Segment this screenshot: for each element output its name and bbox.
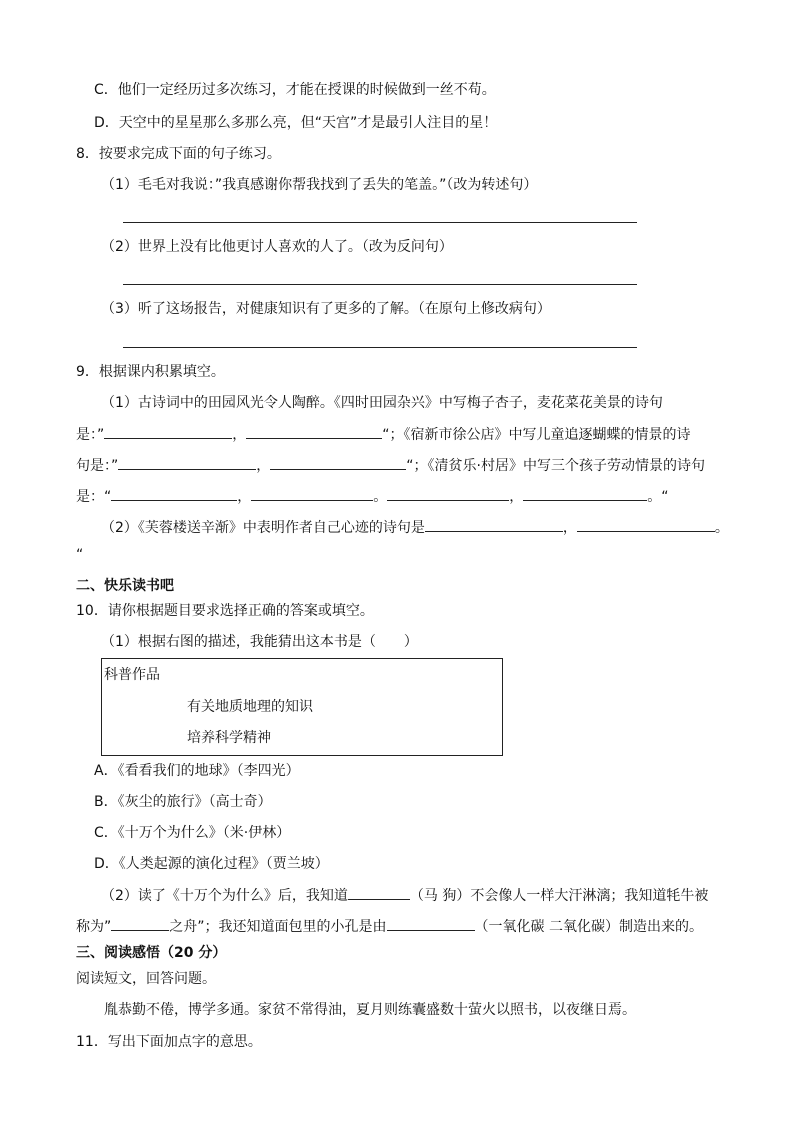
q10-blank[interactable] <box>387 916 475 931</box>
q8-answer-line-1[interactable] <box>123 222 637 223</box>
q10-option-a[interactable]: A．《看看我们的地球》（李四光） <box>94 763 300 779</box>
q10-option-b[interactable]: B．《灰尘的旅行》（高士奇） <box>94 794 272 810</box>
q9-text: “；《清贫乐·村居》中写三个孩子劳动情景的诗句 <box>406 458 705 474</box>
box-line-2: 有关地质地理的知识 <box>187 699 313 715</box>
section-3-heading: 三、阅读感悟（20 分） <box>76 945 227 961</box>
q11-title: 11．写出下面加点字的意思。 <box>76 1034 262 1050</box>
q8-answer-line-3[interactable] <box>123 347 637 348</box>
q9-separator: ， <box>509 489 524 505</box>
q10-blank[interactable] <box>348 885 410 900</box>
q9-separator: ， <box>256 458 271 474</box>
q10-sentence-2-line2 <box>76 916 703 937</box>
q10-text: （马 狗）不会像人一样大汗淋漓；我知道牦牛被 <box>409 888 709 904</box>
q9-text: “；《宿新市徐公店》中写儿童追逐蝴蝶的情景的诗 <box>382 427 691 443</box>
q9-part1-line3 <box>76 455 705 476</box>
q9-title: 9．根据课内积累填空。 <box>76 364 225 380</box>
q9-part1-intro: （1）古诗词中的田园风光令人陶醉。《四时田园杂兴》中写梅子杏子，麦花菜花美景的诗句 <box>101 395 663 411</box>
q9-part2 <box>101 517 729 538</box>
q10-option-c[interactable]: C．《十万个为什么》（米·伊林） <box>94 825 291 841</box>
box-line-3: 培养科学精神 <box>187 730 271 746</box>
q9-blank[interactable] <box>577 517 715 532</box>
q10-sentence-1: （1）根据右图的描述，我能猜出这本书是（ ） <box>101 634 418 650</box>
q9-label: 是：” <box>76 427 105 443</box>
q9-blank[interactable] <box>104 424 232 439</box>
q9-separator: ， <box>562 520 577 536</box>
q9-stray-quote: “ <box>76 547 84 563</box>
q8-sentence-3: （3）听了这场报告，对健康知识有了更多的了解。（在原句上修改病句） <box>101 301 551 317</box>
q10-title: 10．请你根据题目要求选择正确的答案或填空。 <box>76 603 374 619</box>
q9-label: 句是：” <box>76 458 119 474</box>
q9-text: （2）《芙蓉楼送辛渐》中表明作者自己心迹的诗句是 <box>101 520 425 536</box>
q9-blank[interactable] <box>118 455 256 470</box>
reading-passage: 胤恭勤不倦，博学多通。家贫不常得油，夏月则练囊盛数十萤火以照书，以夜继日焉。 <box>104 1002 636 1018</box>
q8-title: 8．按要求完成下面的句子练习。 <box>76 146 281 162</box>
q10-option-d[interactable]: D．《人类起源的演化过程》（贾兰坡） <box>94 856 329 872</box>
q10-blank[interactable] <box>111 916 169 931</box>
q9-part1-line2 <box>76 424 691 445</box>
q9-blank[interactable] <box>111 486 237 501</box>
q9-blank[interactable] <box>523 486 647 501</box>
q9-label: 是：“ <box>76 489 112 505</box>
q7-option-c: C．他们一定经历过多次练习，才能在授课的时候做到一丝不苟。 <box>94 82 496 98</box>
q8-sentence-2: （2）世界上没有比他更讨人喜欢的人了。（改为反问句） <box>101 239 453 255</box>
q9-separator: ， <box>232 427 247 443</box>
q9-blank[interactable] <box>251 486 373 501</box>
q9-separator: ， <box>237 489 252 505</box>
box-line-1: 科普作品 <box>104 667 160 683</box>
q10-text: （2）读了《十万个为什么》后，我知道 <box>101 888 348 904</box>
q9-part1-line4 <box>76 486 669 507</box>
q9-blank[interactable] <box>425 517 563 532</box>
q10-sentence-2-line1 <box>101 885 708 906</box>
q9-separator: 。 <box>373 489 388 505</box>
q7-option-d: D．天空中的星星那么多那么亮，但“天宫”才是最引人注目的星！ <box>94 115 498 131</box>
q8-sentence-1: （1）毛毛对我说：”我真感谢你帮我找到了丢失的笔盖。”（改为转述句） <box>101 177 538 193</box>
q9-blank[interactable] <box>270 455 406 470</box>
q8-answer-line-2[interactable] <box>123 284 637 285</box>
q10-text: 之舟”；我还知道面包里的小孔是由 <box>169 919 387 935</box>
section-2-heading: 二、快乐读书吧 <box>76 578 174 594</box>
q9-text: 。“ <box>647 489 669 505</box>
q10-text: 称为” <box>76 919 112 935</box>
q10-text: （一氧化碳 二氧化碳）制造出来的。 <box>474 919 703 935</box>
q9-blank[interactable] <box>246 424 382 439</box>
q9-blank[interactable] <box>387 486 509 501</box>
reading-intro: 阅读短文，回答问题。 <box>76 971 216 987</box>
q9-separator: 。 <box>714 520 729 536</box>
